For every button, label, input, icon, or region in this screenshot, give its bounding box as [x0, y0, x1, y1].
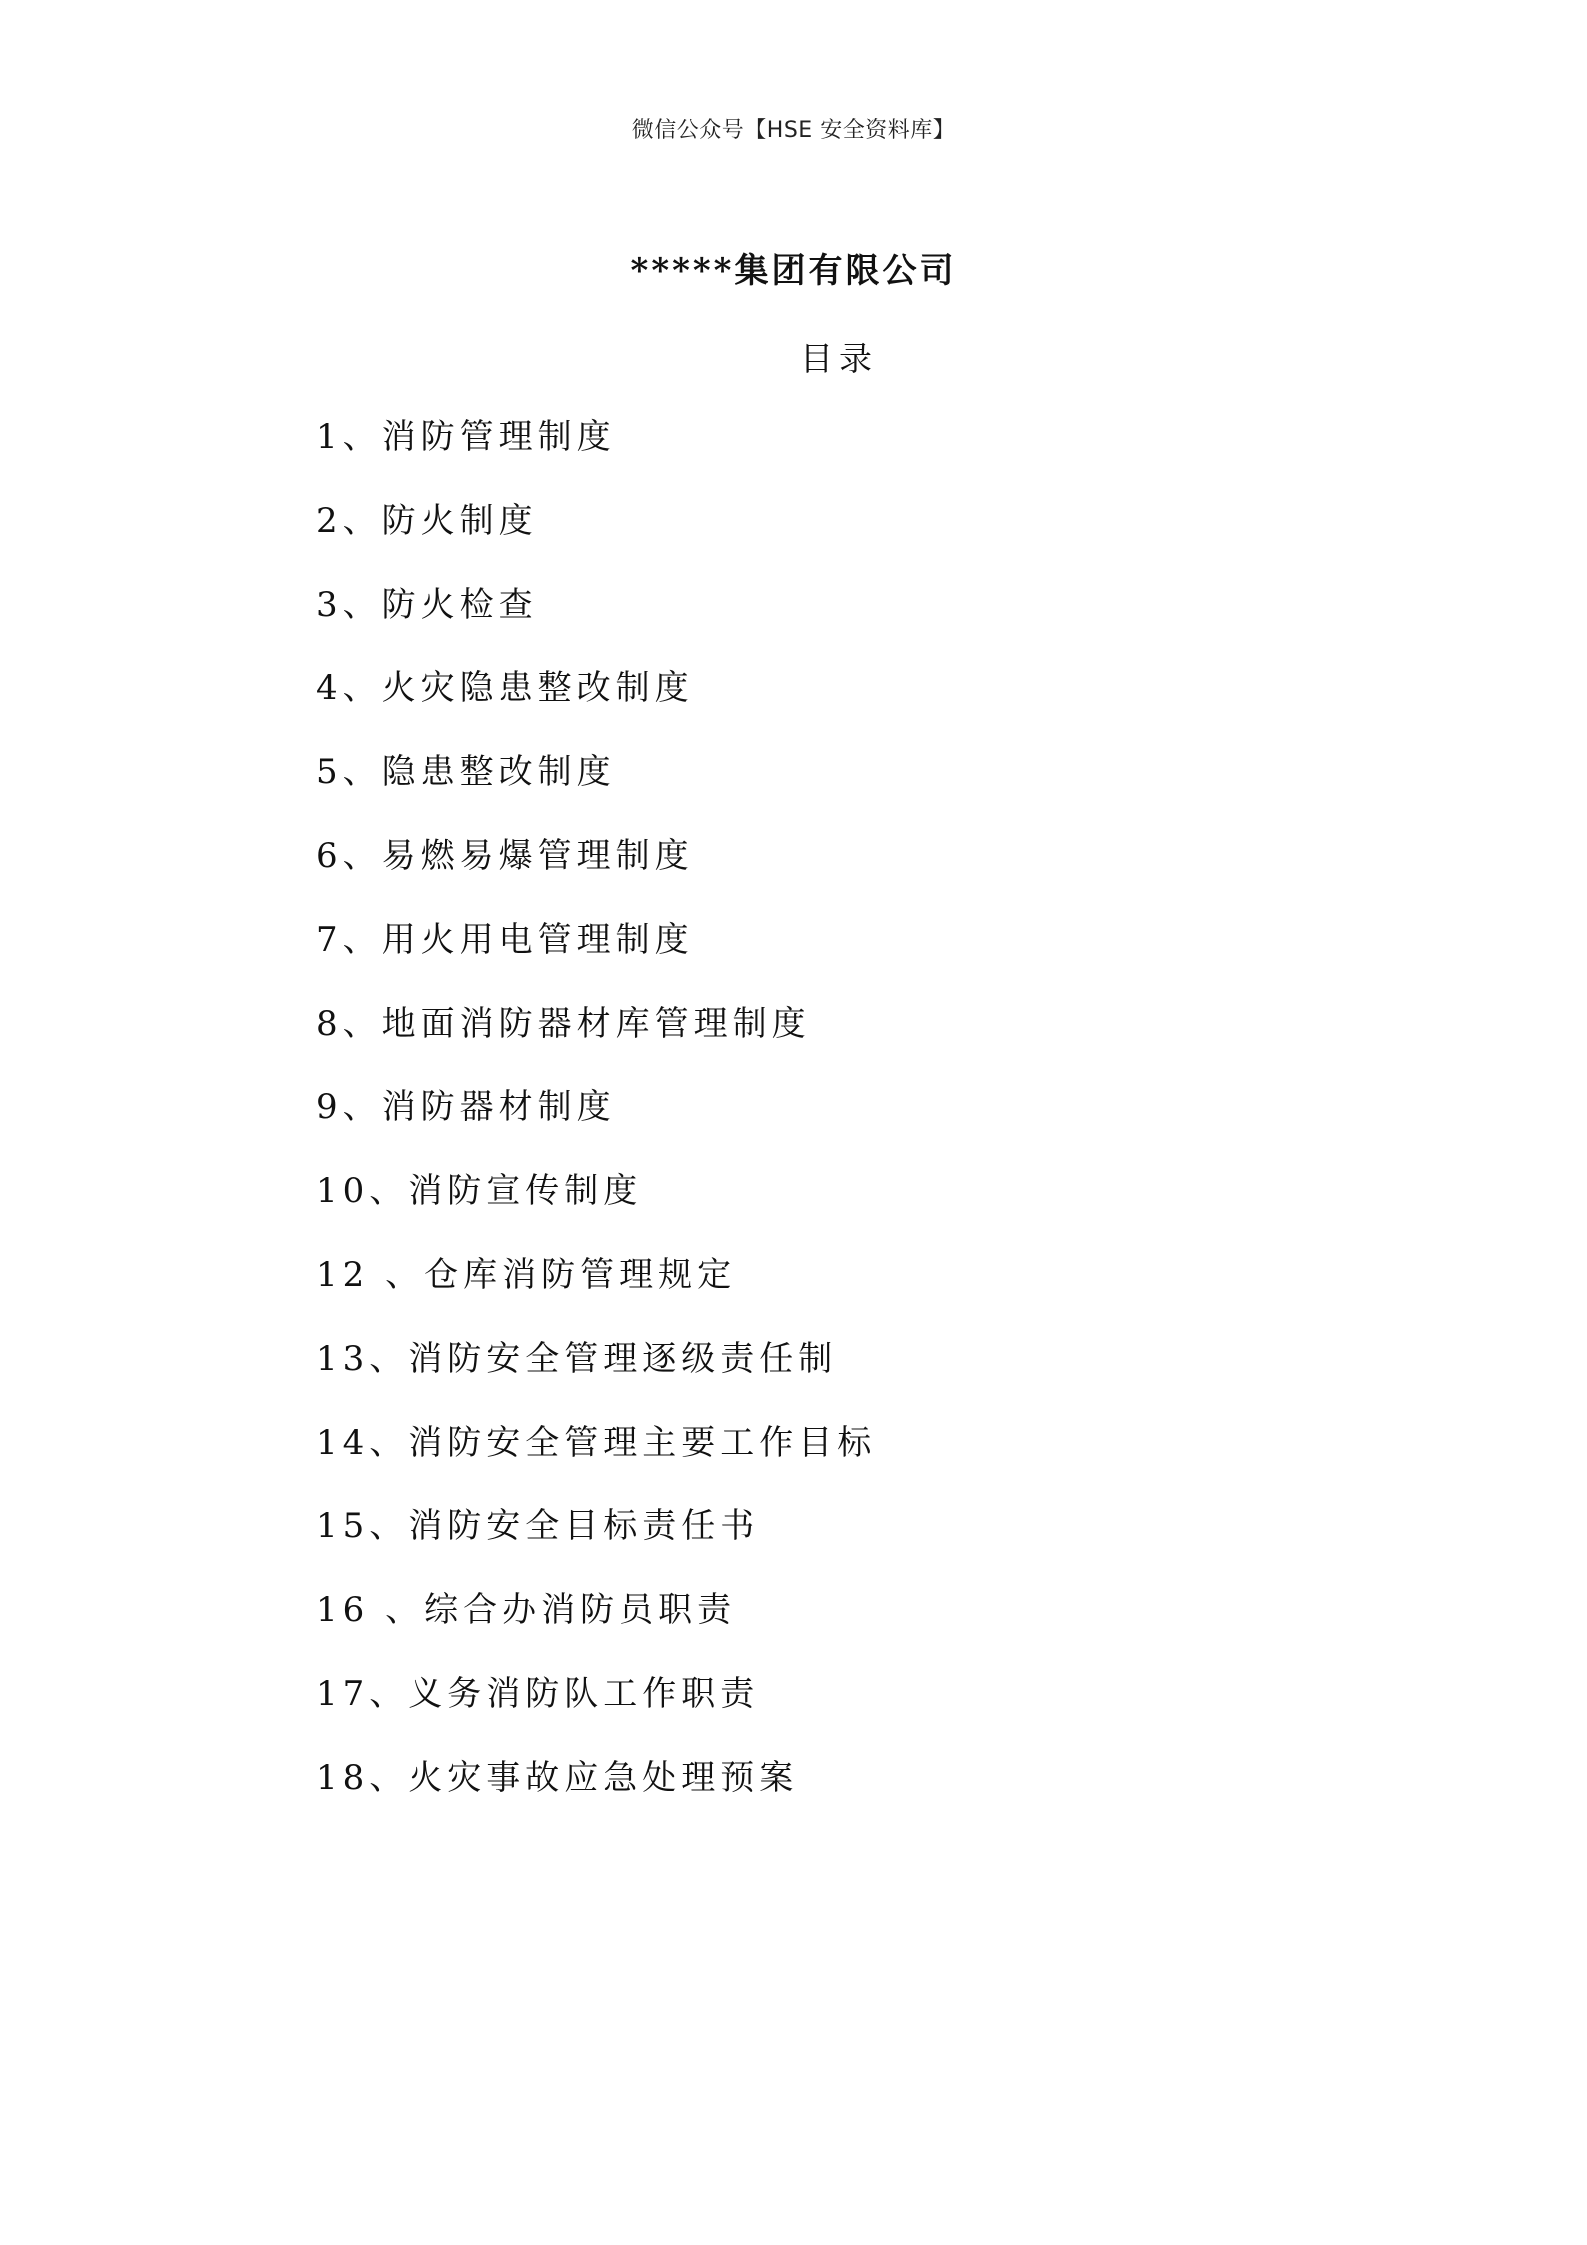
toc-item: 12 、仓库消防管理规定	[316, 1254, 737, 1295]
toc-item: 1、消防管理制度	[316, 417, 616, 457]
toc-item: 16 、综合办消防员职责	[316, 1590, 737, 1631]
toc-item: 15、消防安全目标责任书	[316, 1506, 760, 1547]
toc-item: 2、防火制度	[316, 500, 538, 541]
toc-item: 18、火灾事故应急处理预案	[316, 1757, 799, 1798]
toc-item: 14、消防安全管理主要工作目标	[316, 1422, 877, 1463]
toc-item: 3、防火检查	[316, 584, 538, 625]
toc-list	[316, 413, 876, 1838]
toc-item: 6、易燃易爆管理制度	[316, 835, 694, 876]
toc-item: 7、用火用电管理制度	[316, 919, 694, 960]
toc-title: 目录	[800, 339, 878, 378]
page-header: 微信公众号【HSE 安全资料库】	[631, 118, 956, 143]
company-title: *****集团有限公司	[630, 251, 957, 291]
toc-item: 17、义务消防队工作职责	[316, 1673, 760, 1714]
toc-item: 5、隐患整改制度	[316, 752, 616, 793]
toc-item: 8、地面消防器材库管理制度	[316, 1003, 811, 1044]
toc-item: 10、消防宣传制度	[316, 1171, 643, 1212]
toc-item: 4、火灾隐患整改制度	[316, 668, 694, 709]
toc-item: 13、消防安全管理逐级责任制	[316, 1338, 838, 1379]
toc-item: 9、消防器材制度	[316, 1087, 616, 1128]
